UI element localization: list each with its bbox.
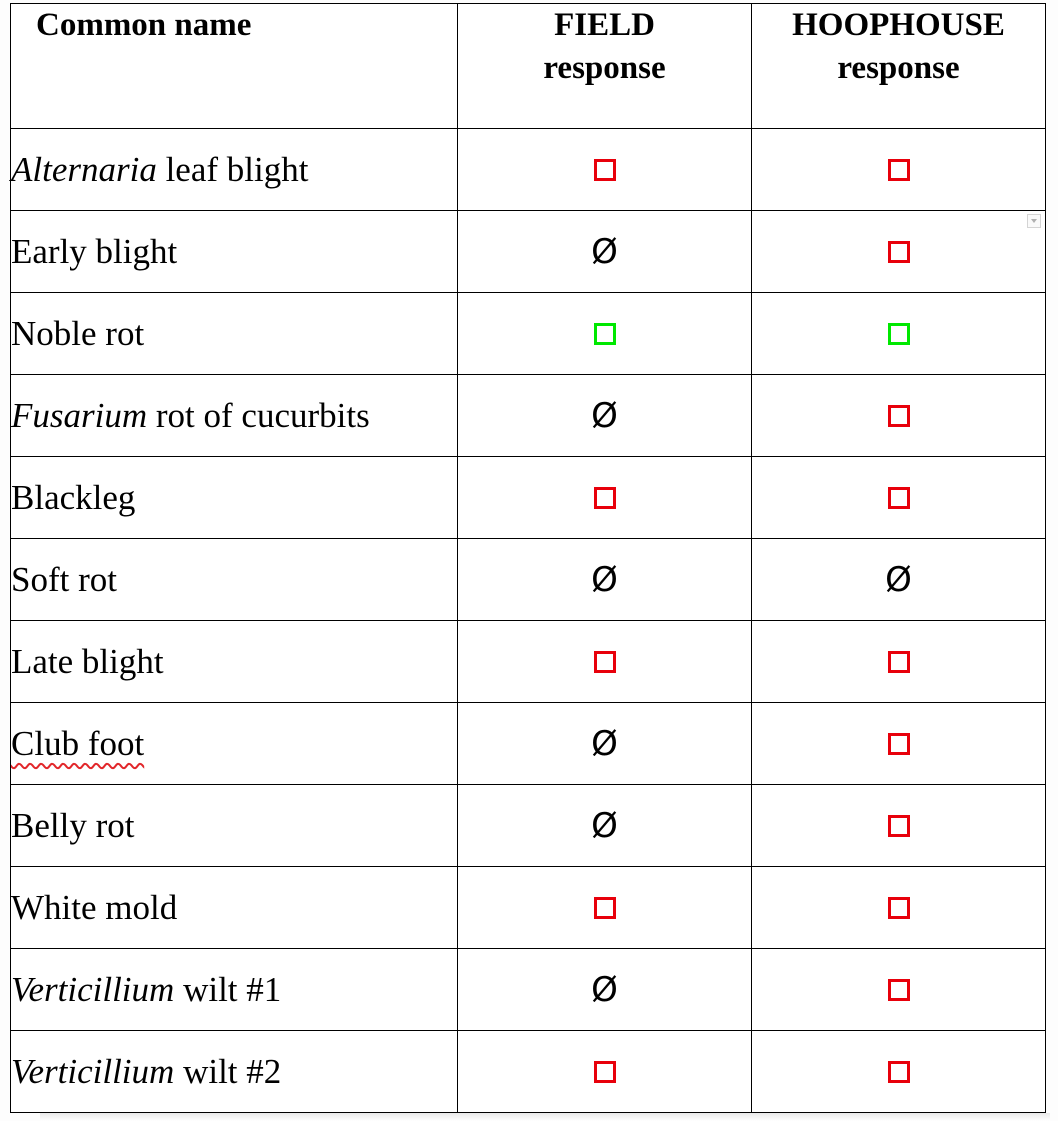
disease-name-cell	[11, 949, 458, 1031]
red-square-icon	[594, 487, 616, 509]
hoophouse-response-cell	[752, 785, 1046, 867]
hoophouse-response-cell	[752, 539, 1046, 621]
disease-name-cell	[11, 703, 458, 785]
header-hoophouse-line2: response	[837, 50, 960, 86]
disease-name	[11, 724, 144, 763]
red-square-icon	[888, 651, 910, 673]
table-row	[11, 949, 1046, 1031]
header-field-response	[458, 4, 752, 129]
disease-name-genus: Alternaria	[11, 149, 157, 189]
disease-name-text: Club foot	[11, 723, 145, 763]
header-row	[11, 4, 1046, 129]
hoophouse-response-cell	[752, 457, 1046, 539]
red-square-icon	[888, 733, 910, 755]
red-square-icon	[888, 159, 910, 181]
no-response-symbol: Ø	[591, 969, 618, 1010]
disease-name-cell	[11, 457, 458, 539]
red-square-icon	[594, 159, 616, 181]
field-response-cell	[458, 1031, 752, 1113]
disease-name	[11, 560, 117, 599]
table-row	[11, 457, 1046, 539]
table-row	[11, 129, 1046, 211]
disease-name-genus: Fusarium	[11, 395, 148, 435]
disease-name	[11, 1052, 281, 1091]
disease-name	[11, 396, 370, 435]
red-square-icon	[888, 241, 910, 263]
disease-name	[11, 642, 164, 681]
hoophouse-response-cell	[752, 703, 1046, 785]
header-common-name-text: Common name	[36, 7, 252, 43]
disease-name-text: leaf blight	[156, 149, 309, 189]
red-square-icon	[594, 651, 616, 673]
disease-name-cell	[11, 621, 458, 703]
red-square-icon	[888, 405, 910, 427]
field-response-cell	[458, 621, 752, 703]
red-square-icon	[888, 979, 910, 1001]
field-response-cell	[458, 129, 752, 211]
table-row	[11, 867, 1046, 949]
disease-name-text: Noble rot	[11, 313, 145, 353]
disease-name-text: Early blight	[11, 231, 178, 271]
disease-name	[11, 150, 308, 189]
disease-name-cell	[11, 375, 458, 457]
no-response-symbol: Ø	[591, 559, 618, 600]
table-body	[11, 129, 1046, 1113]
hoophouse-response-cell	[752, 621, 1046, 703]
disease-response-table	[10, 3, 1046, 1113]
table-row	[11, 539, 1046, 621]
disease-name-cell	[11, 1031, 458, 1113]
field-response-cell	[458, 293, 752, 375]
header-hoophouse-line1: HOOPHOUSE	[792, 7, 1005, 43]
no-response-symbol: Ø	[591, 395, 618, 436]
disease-name	[11, 806, 134, 845]
header-hoophouse-response	[752, 4, 1046, 129]
hoophouse-response-cell	[752, 211, 1046, 293]
table-row	[11, 785, 1046, 867]
field-response-cell	[458, 949, 752, 1031]
header-common-name	[11, 4, 458, 129]
hoophouse-response-cell	[752, 949, 1046, 1031]
disease-name	[11, 314, 144, 353]
header-field-line2: response	[543, 50, 666, 86]
header-field-line1: FIELD	[554, 7, 655, 43]
disease-name-text: wilt #2	[174, 1051, 282, 1091]
disease-name-cell	[11, 867, 458, 949]
no-response-symbol: Ø	[591, 231, 618, 272]
disease-name-cell	[11, 785, 458, 867]
disease-name-text: Soft rot	[11, 559, 117, 599]
hoophouse-response-cell	[752, 293, 1046, 375]
green-square-icon	[594, 323, 616, 345]
no-response-symbol: Ø	[591, 805, 618, 846]
disease-name	[11, 232, 177, 271]
disease-name-text: Blackleg	[11, 477, 136, 517]
disease-name-text: Belly rot	[11, 805, 135, 845]
disease-name-genus: Verticillium	[11, 969, 175, 1009]
green-square-icon	[888, 323, 910, 345]
hoophouse-response-cell	[752, 1031, 1046, 1113]
disease-name	[11, 888, 177, 927]
red-square-icon	[888, 897, 910, 919]
table-row	[11, 211, 1046, 293]
disease-name-text: Late blight	[11, 641, 164, 681]
disease-name-text: White mold	[11, 887, 178, 927]
field-response-cell	[458, 211, 752, 293]
disease-name-text: wilt #1	[174, 969, 282, 1009]
disease-name-genus: Verticillium	[11, 1051, 175, 1091]
disease-name-cell	[11, 293, 458, 375]
table-row	[11, 621, 1046, 703]
field-response-cell	[458, 703, 752, 785]
disease-name-cell	[11, 539, 458, 621]
red-square-icon	[594, 897, 616, 919]
red-square-icon	[888, 815, 910, 837]
hoophouse-response-cell	[752, 375, 1046, 457]
red-square-icon	[888, 1061, 910, 1083]
red-square-icon	[594, 1061, 616, 1083]
no-response-symbol: Ø	[885, 559, 912, 600]
table-handle-dropdown-icon[interactable]	[1027, 214, 1041, 228]
disease-name-cell	[11, 211, 458, 293]
page-bottom-shadow	[40, 1113, 1050, 1121]
table-row	[11, 1031, 1046, 1113]
field-response-cell	[458, 539, 752, 621]
hoophouse-response-cell	[752, 867, 1046, 949]
table-row	[11, 703, 1046, 785]
field-response-cell	[458, 785, 752, 867]
red-square-icon	[888, 487, 910, 509]
table-row	[11, 375, 1046, 457]
field-response-cell	[458, 867, 752, 949]
table-row	[11, 293, 1046, 375]
hoophouse-response-cell	[752, 129, 1046, 211]
disease-name-cell	[11, 129, 458, 211]
disease-name	[11, 970, 281, 1009]
no-response-symbol: Ø	[591, 723, 618, 764]
disease-name-text: rot of cucurbits	[147, 395, 370, 435]
field-response-cell	[458, 457, 752, 539]
disease-name	[11, 478, 135, 517]
field-response-cell	[458, 375, 752, 457]
